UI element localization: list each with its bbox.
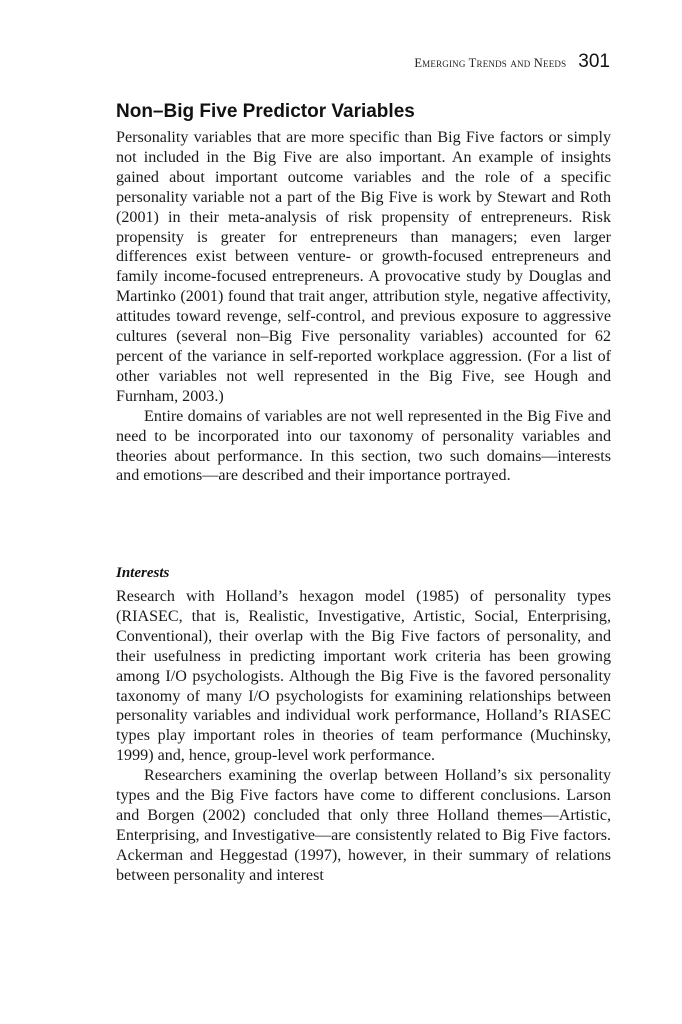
section-body [116, 128, 611, 486]
paragraph: Personality variables that are more specific than Big Five factors or simply not included in the Big Five are also important. An example of insights gained about important outcome variables and the role of a specific personality variable not a part of the Big Five is work by Stewart and Roth (2001) in their meta-analysis of risk propensity of entrepreneurs. Risk propensity is greater for entrepreneurs than managers; even larger differences exist between venture- or growth-focused entrepreneurs and family income-focused entrepreneurs. A provocative study by Douglas and Martinko (2001) found that trait anger, attribution style, negative affectivity, attitudes toward revenge, self-control, and previous exposure to aggressive cultures (several non–Big Five personality variables) accounted for 62 percent of the variance in self-reported workplace aggression. (For a list of other variables not well represented in the Big Five, see Hough and Furnham, 2003.) [116, 129, 611, 405]
subsection-heading: Interests [116, 565, 170, 581]
paragraph: Researchers examining the overlap between Holland’s six personality types and the Big Five factors have come to different conclusions. Larson and Borgen (2002) concluded that only three Holland themes—Artistic, Enterprising, and Investigative—are consistently related to Big Five factors. Ackerman and Heggestad (1997), however, in their summary of relations between personality and interest [116, 767, 611, 884]
subsection-body [116, 587, 611, 886]
paragraph: Entire domains of variables are not well represented in the Big Five and need to be incorporated into our taxonomy of personality variables and theories about performance. In this section, two such domains—interests and emotions—are described and their importance portrayed. [116, 407, 611, 485]
section-heading: Non–Big Five Predictor Variables [116, 101, 415, 122]
running-head [414, 51, 610, 73]
paragraph: Research with Holland’s hexagon model (1985) of personality types (RIASEC, that is, Realistic, Investigative, Artistic, Social, Enterprising, Conventional), their overlap with the Big Five factors of personality, and their usefulness in predicting important work criteria has been growing among I/O psychologists. Although the Big Five is the favored personality taxonomy of many I/O psychologists for examining relationships between personality variables and individual work performance, Holland’s RIASEC types play important roles in theories of team performance (Muchinsky, 1999) and, hence, group-level work performance. [116, 588, 611, 765]
running-head-title: Emerging Trends and Needs [414, 56, 567, 70]
page-number: 301 [578, 51, 610, 72]
